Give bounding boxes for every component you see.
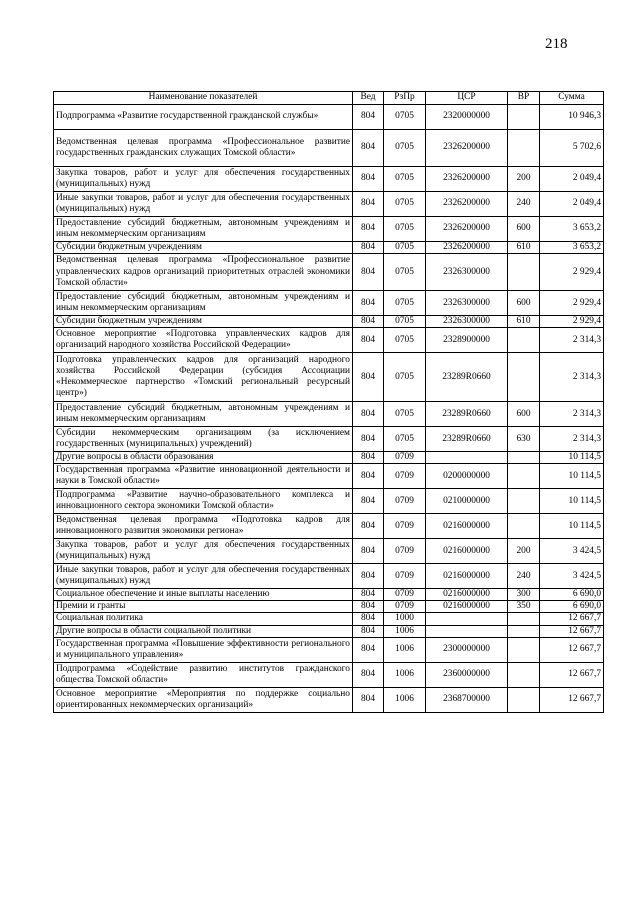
row-name-cell: Подготовка управленческих кадров для организаций народного хозяйства Российской Федерации (субсидия Ассоциации «Некоммерческое партнерство «Томский региональный ресурсный центр»)	[54, 353, 353, 402]
row-ved-cell: 804	[353, 613, 384, 625]
row-name-cell: Предоставление субсидий бюджетным, автономным учреждениям и иным некоммерческим организациям	[54, 291, 353, 316]
row-vr-cell	[508, 662, 540, 687]
table-row	[54, 427, 604, 452]
row-csr-cell: 0200000000	[426, 464, 508, 489]
row-sum-cell: 3 424,5	[540, 564, 604, 589]
row-rzpr-cell: 0705	[384, 316, 426, 328]
table-row	[54, 613, 604, 625]
row-ved-cell: 804	[353, 130, 384, 167]
row-vr-cell	[508, 514, 540, 539]
row-name-cell: Основное мероприятие «Мероприятия по поддержке социально ориентированных некоммерческих организаций»	[54, 687, 353, 712]
row-vr-cell	[508, 613, 540, 625]
row-csr-cell: 2326200000	[426, 192, 508, 217]
row-vr-cell	[508, 353, 540, 402]
row-rzpr-cell: 0705	[384, 167, 426, 192]
table-header-row	[54, 92, 604, 105]
row-name-cell: Закупка товаров, работ и услуг для обеспечения государственных (муниципальных) нужд	[54, 539, 353, 564]
row-sum-cell: 12 667,7	[540, 613, 604, 625]
row-vr-cell: 240	[508, 564, 540, 589]
row-name-cell: Ведомственная целевая программа «Профессиональное развитие управленческих кадров организаций приоритетных отраслей экономики Томской области»	[54, 254, 353, 291]
row-rzpr-cell: 1006	[384, 637, 426, 662]
row-rzpr-cell: 0709	[384, 601, 426, 613]
row-name-cell: Закупка товаров, работ и услуг для обеспечения государственных (муниципальных) нужд	[54, 167, 353, 192]
row-sum-cell: 2 049,4	[540, 192, 604, 217]
row-csr-cell: 2320000000	[426, 105, 508, 130]
row-sum-cell: 2 314,3	[540, 328, 604, 353]
row-sum-cell: 10 114,5	[540, 514, 604, 539]
row-ved-cell: 804	[353, 489, 384, 514]
row-csr-cell: 2368700000	[426, 687, 508, 712]
row-ved-cell: 804	[353, 316, 384, 328]
row-name-cell: Другие вопросы в области социальной политики	[54, 625, 353, 637]
row-rzpr-cell: 0709	[384, 452, 426, 464]
row-sum-cell: 2 049,4	[540, 167, 604, 192]
row-name-cell: Субсидии некоммерческим организациям (за исключением государственных (муниципальных) учреждений)	[54, 427, 353, 452]
row-csr-cell: 2326200000	[426, 217, 508, 242]
row-sum-cell: 6 690,0	[540, 601, 604, 613]
row-vr-cell: 610	[508, 316, 540, 328]
row-rzpr-cell: 0705	[384, 328, 426, 353]
row-ved-cell: 804	[353, 589, 384, 601]
row-sum-cell: 2 314,3	[540, 353, 604, 402]
row-csr-cell: 0210000000	[426, 489, 508, 514]
row-sum-cell: 12 667,7	[540, 625, 604, 637]
row-rzpr-cell: 0705	[384, 192, 426, 217]
table-row	[54, 452, 604, 464]
row-sum-cell: 5 702,6	[540, 130, 604, 167]
table-row	[54, 316, 604, 328]
table-row	[54, 539, 604, 564]
row-rzpr-cell: 0705	[384, 353, 426, 402]
row-name-cell: Субсидии бюджетным учреждениям	[54, 242, 353, 254]
row-csr-cell: 0216000000	[426, 514, 508, 539]
row-ved-cell: 804	[353, 291, 384, 316]
header-name: Наименование показателей	[54, 92, 353, 105]
row-name-cell: Ведомственная целевая программа «Подготовка кадров для инновационного развития экономики региона»	[54, 514, 353, 539]
row-rzpr-cell: 0705	[384, 242, 426, 254]
row-rzpr-cell: 0709	[384, 564, 426, 589]
table-row	[54, 514, 604, 539]
row-rzpr-cell: 0705	[384, 291, 426, 316]
table-row	[54, 625, 604, 637]
row-ved-cell: 804	[353, 564, 384, 589]
table-row	[54, 242, 604, 254]
row-rzpr-cell: 0709	[384, 589, 426, 601]
row-vr-cell	[508, 637, 540, 662]
row-rzpr-cell: 0705	[384, 217, 426, 242]
row-vr-cell	[508, 130, 540, 167]
row-csr-cell	[426, 625, 508, 637]
table-row	[54, 192, 604, 217]
table-row	[54, 217, 604, 242]
row-vr-cell: 350	[508, 601, 540, 613]
row-vr-cell	[508, 625, 540, 637]
row-rzpr-cell: 0705	[384, 254, 426, 291]
row-name-cell: Подпрограмма «Развитие научно-образовательного комплекса и инновационного сектора экономики Томской области»	[54, 489, 353, 514]
row-name-cell: Социальная политика	[54, 613, 353, 625]
row-ved-cell: 804	[353, 242, 384, 254]
row-vr-cell: 600	[508, 402, 540, 427]
table-row	[54, 464, 604, 489]
row-ved-cell: 804	[353, 514, 384, 539]
row-csr-cell: 0216000000	[426, 564, 508, 589]
row-name-cell: Основное мероприятие «Подготовка управленческих кадров для организаций народного хозяйства Российской Федерации»	[54, 328, 353, 353]
row-rzpr-cell: 1006	[384, 662, 426, 687]
row-csr-cell: 2326300000	[426, 291, 508, 316]
row-ved-cell: 804	[353, 353, 384, 402]
row-csr-cell: 2328900000	[426, 328, 508, 353]
row-vr-cell: 300	[508, 589, 540, 601]
table-row	[54, 564, 604, 589]
table-row	[54, 291, 604, 316]
row-name-cell: Другие вопросы в области образования	[54, 452, 353, 464]
table-row	[54, 402, 604, 427]
row-csr-cell: 2326200000	[426, 167, 508, 192]
row-name-cell: Государственная программа «Развитие инновационной деятельности и науки в Томской области»	[54, 464, 353, 489]
row-vr-cell	[508, 105, 540, 130]
table-row	[54, 254, 604, 291]
table-row	[54, 687, 604, 712]
row-ved-cell: 804	[353, 452, 384, 464]
row-csr-cell: 0216000000	[426, 539, 508, 564]
row-name-cell: Иные закупки товаров, работ и услуг для обеспечения государственных (муниципальных) нужд	[54, 564, 353, 589]
row-sum-cell: 10 114,5	[540, 452, 604, 464]
row-vr-cell: 610	[508, 242, 540, 254]
table-row	[54, 489, 604, 514]
row-csr-cell: 23289R0660	[426, 402, 508, 427]
row-csr-cell: 2360000000	[426, 662, 508, 687]
row-sum-cell: 3 653,2	[540, 242, 604, 254]
row-csr-cell: 2326300000	[426, 254, 508, 291]
row-csr-cell: 0216000000	[426, 601, 508, 613]
row-rzpr-cell: 0709	[384, 489, 426, 514]
table-row	[54, 601, 604, 613]
row-rzpr-cell: 0705	[384, 402, 426, 427]
row-csr-cell: 2326200000	[426, 242, 508, 254]
row-ved-cell: 804	[353, 254, 384, 291]
row-ved-cell: 804	[353, 637, 384, 662]
row-vr-cell	[508, 687, 540, 712]
budget-table	[53, 91, 604, 713]
row-ved-cell: 804	[353, 539, 384, 564]
row-vr-cell: 200	[508, 539, 540, 564]
table-row	[54, 662, 604, 687]
header-rzpr: РзПр	[384, 92, 426, 105]
row-sum-cell: 2 314,3	[540, 402, 604, 427]
header-ved: Вед	[353, 92, 384, 105]
row-ved-cell: 804	[353, 427, 384, 452]
row-name-cell: Иные закупки товаров, работ и услуг для обеспечения государственных (муниципальных) нужд	[54, 192, 353, 217]
page-number: 218	[545, 36, 568, 52]
row-name-cell: Подпрограмма «Содействие развитию институтов гражданского общества Томской области»	[54, 662, 353, 687]
row-rzpr-cell: 1006	[384, 687, 426, 712]
row-ved-cell: 804	[353, 217, 384, 242]
row-name-cell: Субсидии бюджетным учреждениям	[54, 316, 353, 328]
row-rzpr-cell: 0709	[384, 539, 426, 564]
row-sum-cell: 10 946,3	[540, 105, 604, 130]
row-vr-cell: 630	[508, 427, 540, 452]
row-ved-cell: 804	[353, 662, 384, 687]
row-rzpr-cell: 0709	[384, 514, 426, 539]
header-csr: ЦСР	[426, 92, 508, 105]
row-sum-cell: 6 690,0	[540, 589, 604, 601]
row-name-cell: Предоставление субсидий бюджетным, автономным учреждениям и иным некоммерческим организациям	[54, 217, 353, 242]
row-vr-cell: 240	[508, 192, 540, 217]
row-csr-cell: 23289R0660	[426, 353, 508, 402]
row-ved-cell: 804	[353, 328, 384, 353]
table-body	[54, 105, 604, 713]
row-ved-cell: 804	[353, 105, 384, 130]
table-row	[54, 328, 604, 353]
row-sum-cell: 2 929,4	[540, 254, 604, 291]
row-rzpr-cell: 1000	[384, 613, 426, 625]
table-row	[54, 167, 604, 192]
header-vr: ВР	[508, 92, 540, 105]
row-sum-cell: 2 314,3	[540, 427, 604, 452]
row-sum-cell: 2 929,4	[540, 316, 604, 328]
row-csr-cell: 2300000000	[426, 637, 508, 662]
row-sum-cell: 12 667,7	[540, 687, 604, 712]
row-ved-cell: 804	[353, 687, 384, 712]
row-ved-cell: 804	[353, 402, 384, 427]
row-sum-cell: 2 929,4	[540, 291, 604, 316]
row-ved-cell: 804	[353, 601, 384, 613]
table-row	[54, 130, 604, 167]
row-vr-cell	[508, 452, 540, 464]
row-ved-cell: 804	[353, 464, 384, 489]
row-sum-cell: 10 114,5	[540, 464, 604, 489]
row-vr-cell	[508, 328, 540, 353]
row-vr-cell	[508, 489, 540, 514]
row-rzpr-cell: 0705	[384, 130, 426, 167]
row-name-cell: Предоставление субсидий бюджетным, автономным учреждениям и иным некоммерческим организациям	[54, 402, 353, 427]
row-rzpr-cell: 0705	[384, 427, 426, 452]
row-csr-cell	[426, 613, 508, 625]
row-ved-cell: 804	[353, 167, 384, 192]
row-csr-cell: 0216000000	[426, 589, 508, 601]
row-vr-cell: 600	[508, 291, 540, 316]
row-vr-cell: 200	[508, 167, 540, 192]
row-csr-cell	[426, 452, 508, 464]
table-row	[54, 105, 604, 130]
row-ved-cell: 804	[353, 625, 384, 637]
row-sum-cell: 3 653,2	[540, 217, 604, 242]
row-rzpr-cell: 0709	[384, 464, 426, 489]
row-sum-cell: 10 114,5	[540, 489, 604, 514]
row-csr-cell: 2326200000	[426, 130, 508, 167]
row-rzpr-cell: 0705	[384, 105, 426, 130]
row-csr-cell: 23289R0660	[426, 427, 508, 452]
row-vr-cell	[508, 254, 540, 291]
row-csr-cell: 2326300000	[426, 316, 508, 328]
row-vr-cell: 600	[508, 217, 540, 242]
header-sum: Сумма	[540, 92, 604, 105]
row-name-cell: Премии и гранты	[54, 601, 353, 613]
table-row	[54, 589, 604, 601]
row-ved-cell: 804	[353, 192, 384, 217]
row-vr-cell	[508, 464, 540, 489]
row-name-cell: Государственная программа «Повышение эффективности регионального и муниципального управления»	[54, 637, 353, 662]
row-name-cell: Подпрограмма «Развитие государственной гражданской службы»	[54, 105, 353, 130]
table-row	[54, 637, 604, 662]
row-sum-cell: 12 667,7	[540, 637, 604, 662]
row-sum-cell: 3 424,5	[540, 539, 604, 564]
row-sum-cell: 12 667,7	[540, 662, 604, 687]
row-name-cell: Социальное обеспечение и иные выплаты населению	[54, 589, 353, 601]
table-row	[54, 353, 604, 402]
row-name-cell: Ведомственная целевая программа «Профессиональное развитие государственных гражданских служащих Томской области»	[54, 130, 353, 167]
row-rzpr-cell: 1006	[384, 625, 426, 637]
